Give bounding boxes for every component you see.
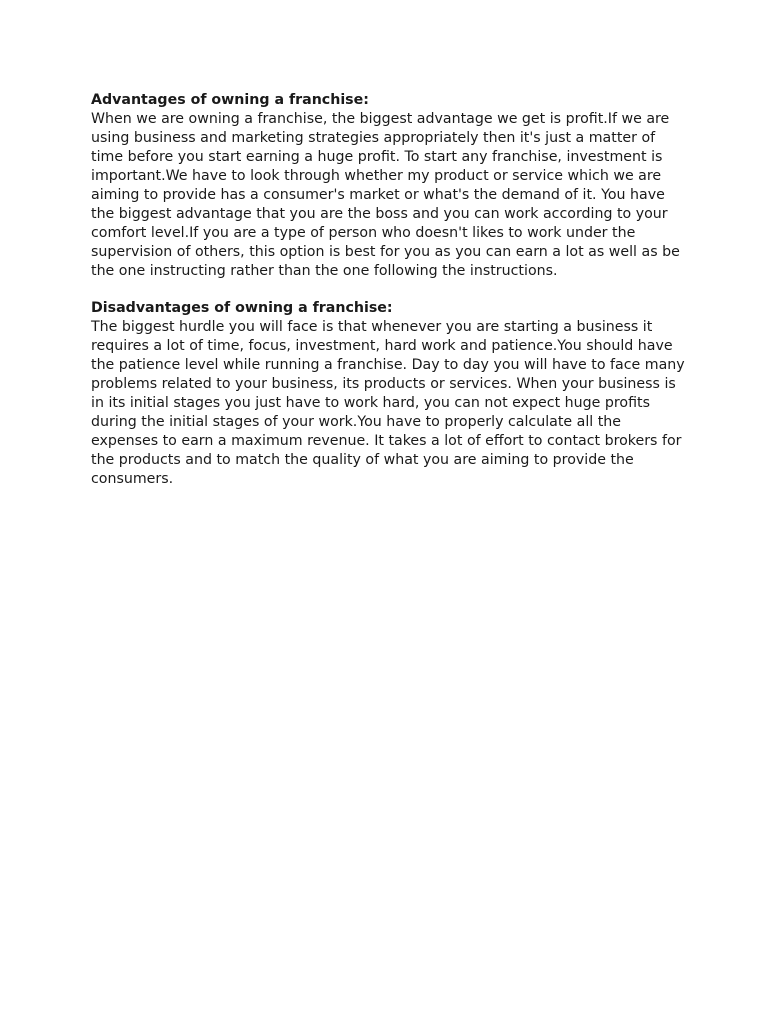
disadvantages-heading: Disadvantages of owning a franchise: — [91, 300, 393, 316]
disadvantages-section — [91, 299, 687, 489]
document-body — [91, 91, 687, 489]
advantages-heading: Advantages of owning a franchise: — [91, 92, 369, 108]
advantages-paragraph: When we are owning a franchise, the biggest advantage we get is profit.If we are using business and marketing strategies appropriately then it's just a matter of time before you start earning a huge profit. To start any franchise, investment is important.We have to look through whether my product or service which we are aiming to provide has a consumer's market or what's the demand of it. You have the biggest advantage that you are the boss and you can work according to your comfort level.If you are a type of person who doesn't likes to work under the supervision of others, this option is best for you as you can earn a lot as well as be the one instructing rather than the one following the instructions. — [91, 111, 680, 279]
disadvantages-paragraph: The biggest hurdle you will face is that whenever you are starting a business it requires a lot of time, focus, investment, hard work and patience.You should have the patience level while running a franchise. Day to day you will have to face many problems related to your business, its products or services. When your business is in its initial stages you just have to work hard, you can not expect huge profits during the initial stages of your work.You have to properly calculate all the expenses to earn a maximum revenue. It takes a lot of effort to contact brokers for the products and to match the quality of what you are aiming to provide the consumers. — [91, 319, 685, 487]
advantages-section — [91, 91, 687, 281]
